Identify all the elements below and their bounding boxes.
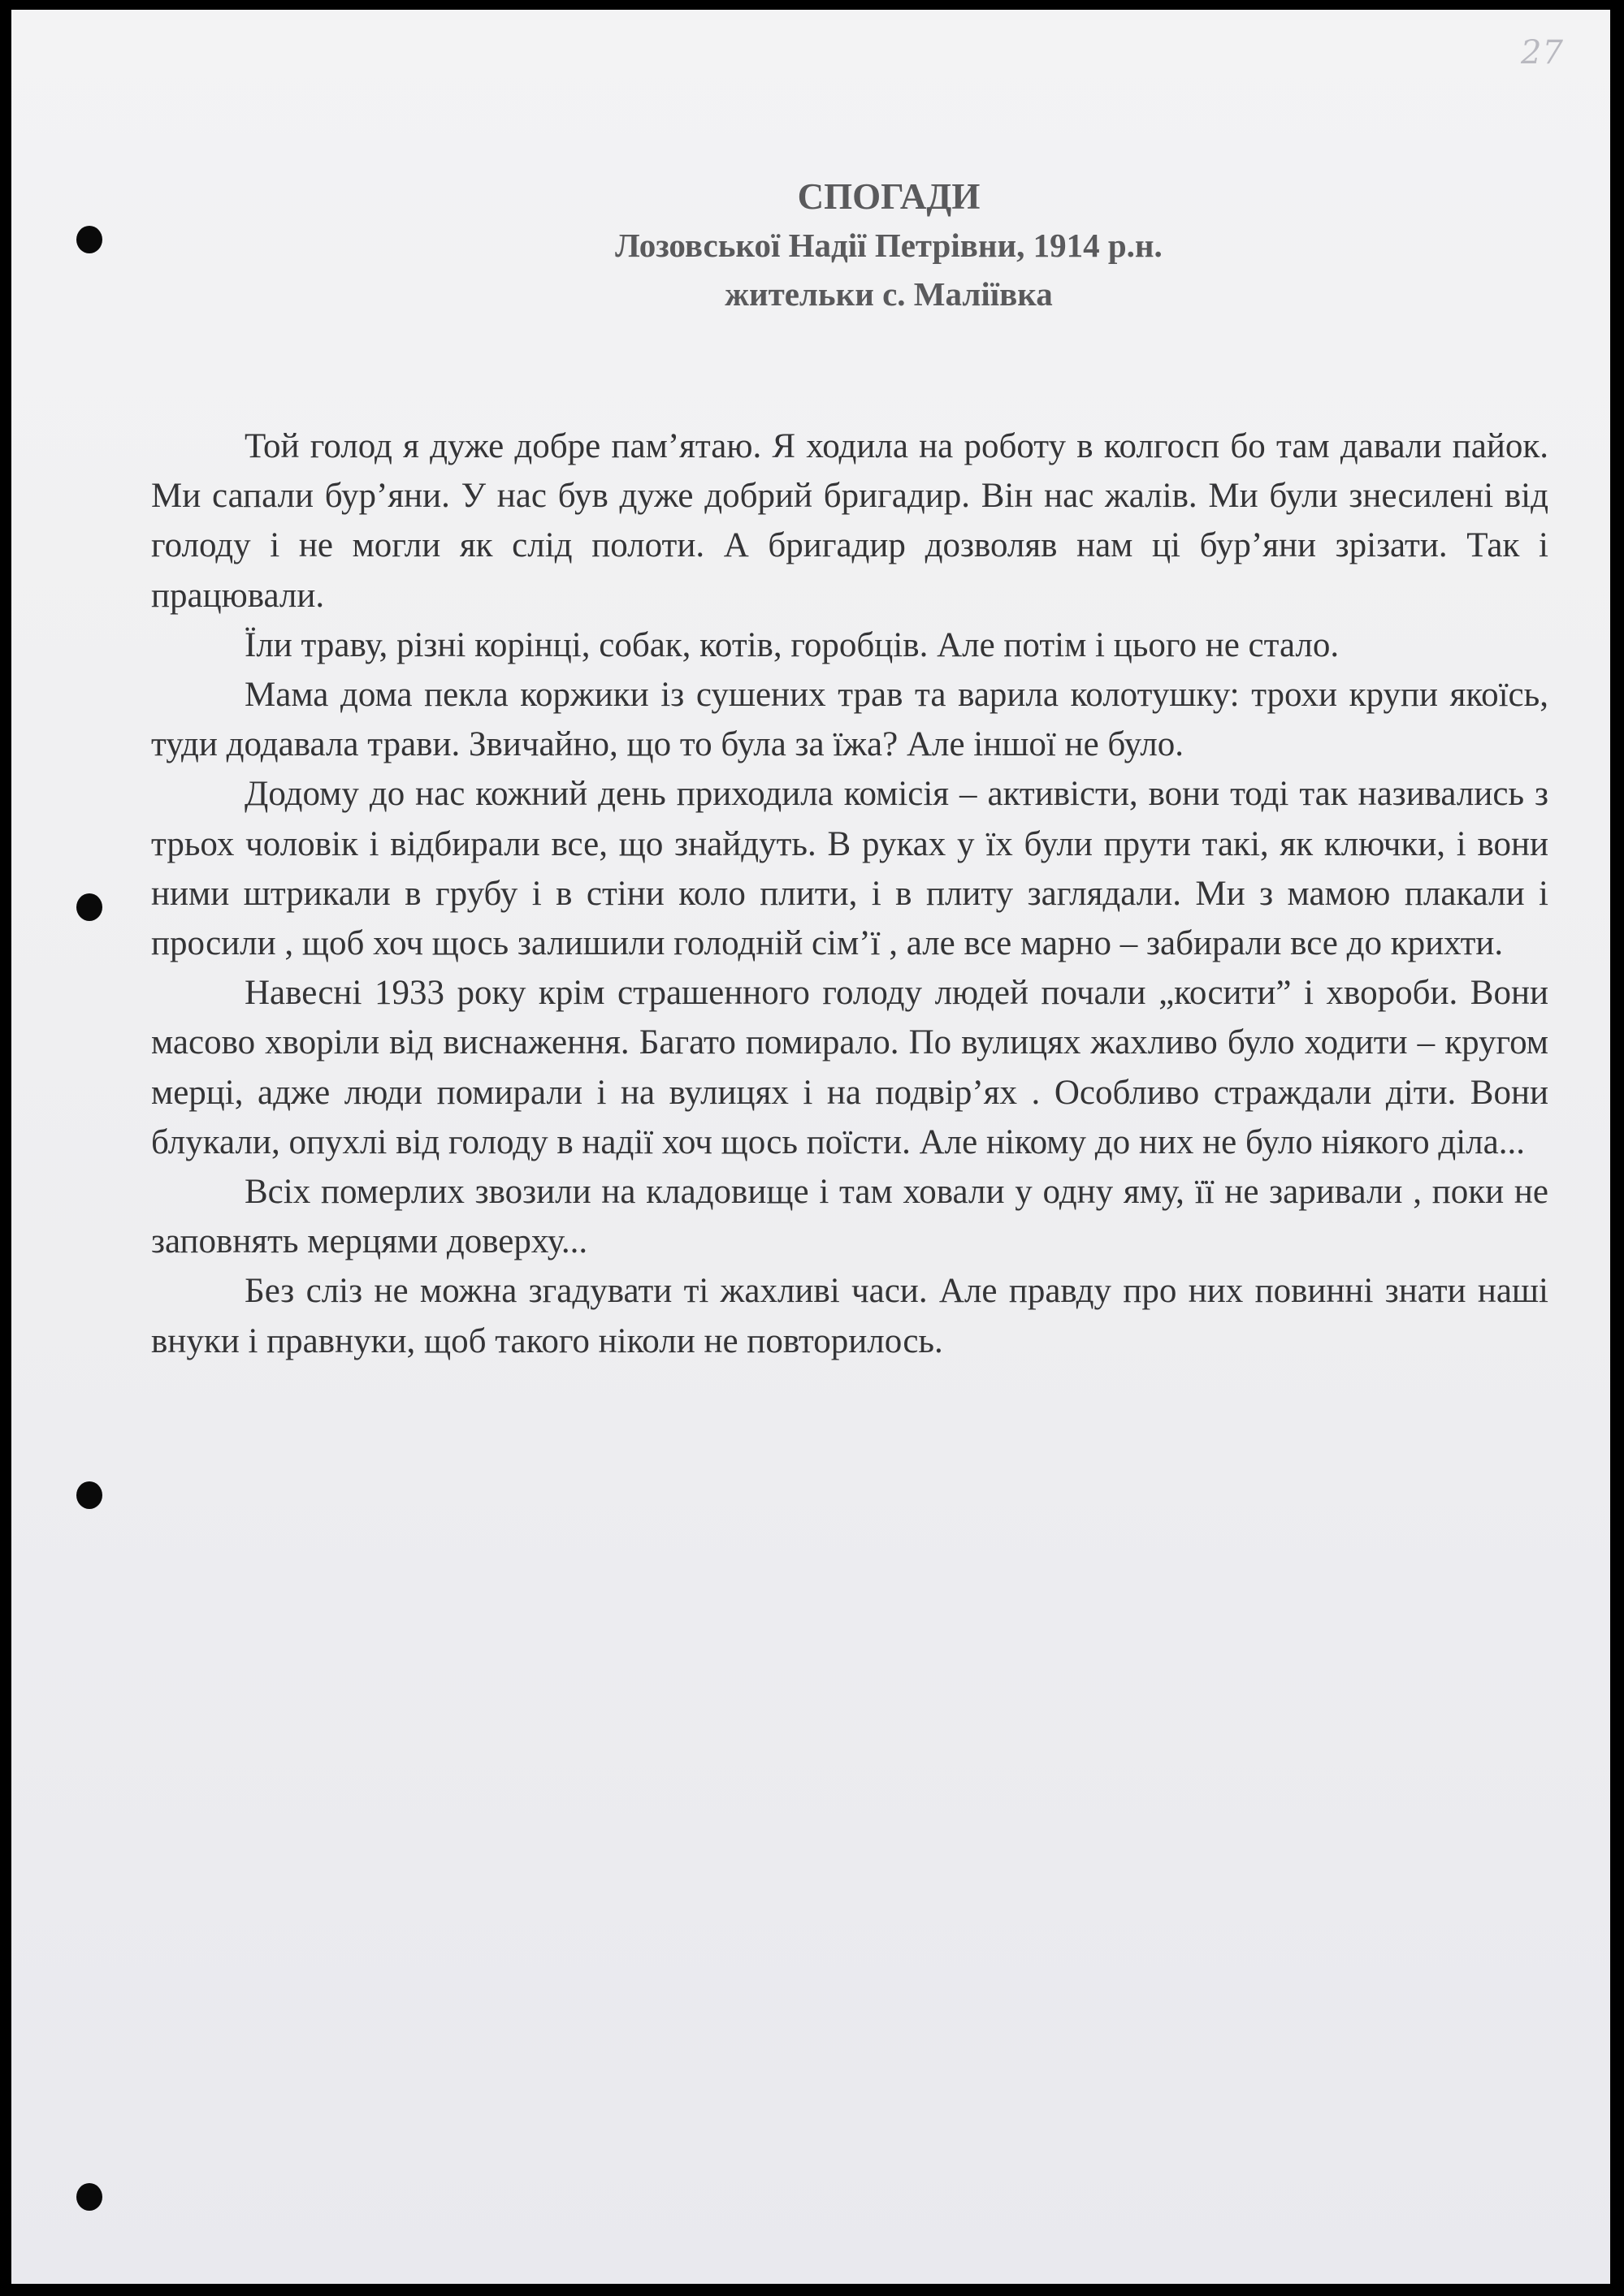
document-heading bbox=[11, 172, 1610, 318]
paragraph: Навесні 1933 року крім страшенного голоду людей почали „косити” і хвороби. Вони масово хворіли від виснаження. Багато помирало. По вулицях жахливо було ходити – кругом мерці, адже люди помирали і на вулицях і на подвір’ях . Особливо страждали діти. Вони блукали, опухлі від голоду в надії хоч щось поїсти. Але нікому до них не було ніякого діла... bbox=[151, 974, 1548, 1161]
paragraph: Той голод я дуже добре пам’ятаю. Я ходила на роботу в колгосп бо там давали пайок. Ми сапали бур’яни. У нас був дуже добрий бригадир. Він нас жалів. Ми були знесилені від голоду і не могли як слід полоти. А бригадир дозволяв нам ці бур’яни зрізати. Так і працювали. bbox=[151, 427, 1548, 615]
document-title: СПОГАДИ bbox=[797, 176, 981, 217]
paragraph: Їли траву, різні корінці, собак, котів, горобців. Але потім і цього не стало. bbox=[245, 625, 1340, 664]
author-line: Лозовської Надії Петрівни, 1914 р.н. bbox=[615, 227, 1163, 264]
paragraph: Всіх померлих звозили на кладовище і там ховали у одну яму, її не заривали , поки не заповнять мерцями доверху... bbox=[151, 1173, 1548, 1261]
punch-hole bbox=[76, 2183, 102, 2211]
punch-hole bbox=[76, 1481, 102, 1509]
paragraph: Додому до нас кожний день приходила комісія – активісти, вони тоді так називались з трьох чоловік і відбирали все, що знайдуть. В руках у їх були прути такі, як ключки, і вони ними штрикали в грубу і в стіни коло плити, і в плиту заглядали. Ми з мамою плакали і просили , щоб хоч щось залишили голодній сім’ї , але все марно – забирали все до крихти. bbox=[151, 775, 1548, 963]
page-number: 27 bbox=[1521, 34, 1564, 71]
paragraph: Без сліз не можна згадувати ті жахливі часи. Але правду про них повинні знати наші внуки і правнуки, щоб такого ніколи не повторилось. bbox=[151, 1272, 1548, 1360]
document-page bbox=[11, 10, 1610, 2284]
punch-hole bbox=[76, 893, 102, 921]
paragraph: Мама дома пекла коржики із сушених трав та варила колотушку: трохи крупи якоїсь, туди додавала трави. Звичайно, що то була за їжа? Але іншої не було. bbox=[151, 676, 1548, 764]
memoir-text bbox=[151, 422, 1548, 1366]
residence-line: жительки с. Маліївка bbox=[725, 275, 1053, 313]
